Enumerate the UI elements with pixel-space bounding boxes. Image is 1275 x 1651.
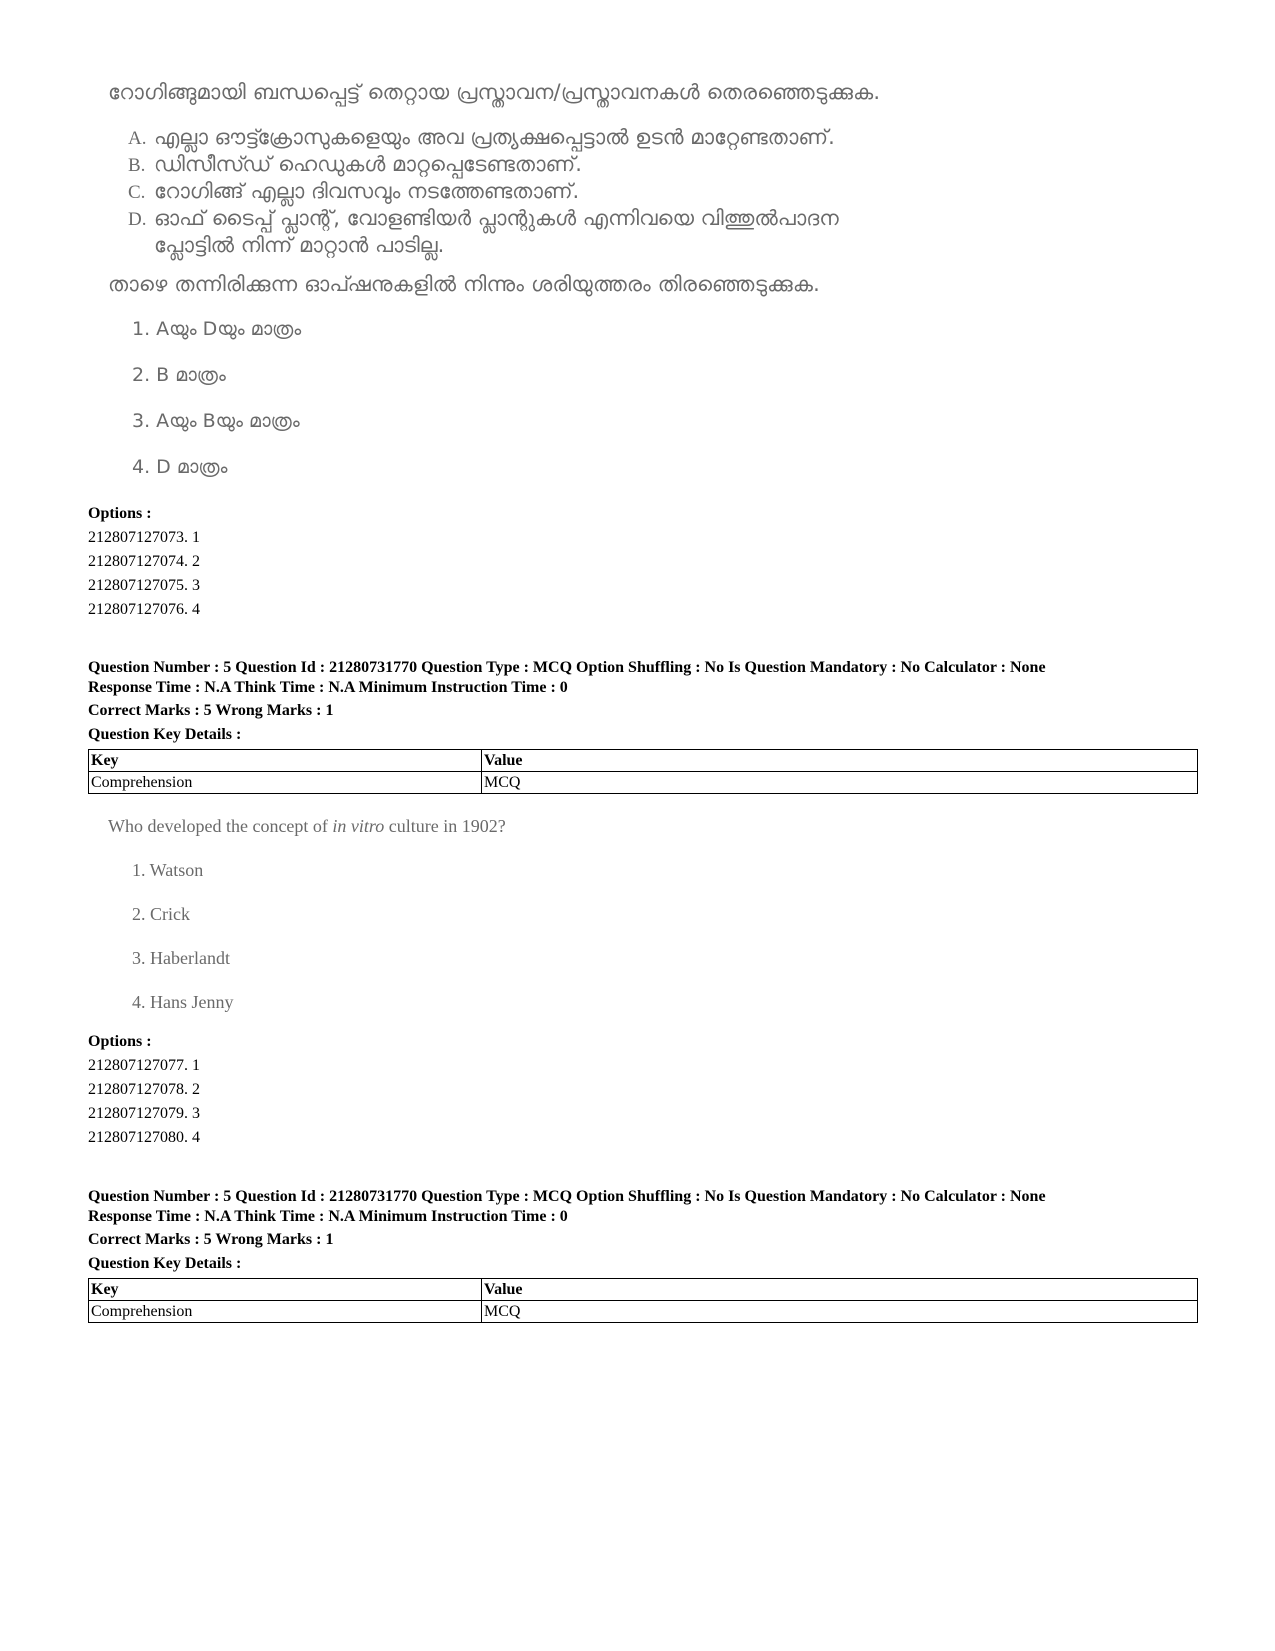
options-label: Options : bbox=[88, 1033, 152, 1050]
option-id: 212807127073. 1 bbox=[88, 529, 200, 546]
option-id: 212807127080. 4 bbox=[88, 1129, 200, 1146]
table-row bbox=[89, 1301, 1198, 1323]
choice-2: 2. B മാത്രം bbox=[132, 364, 226, 386]
choice-4: 4. D മാത്രം bbox=[132, 456, 228, 478]
question-meta-line-1: Question Number : 5 Question Id : 21280731770 Question Type : MCQ Option Shuffling : No Is Question Mandatory : No Calculator : None bbox=[88, 659, 1046, 676]
question-key-table bbox=[88, 1278, 1198, 1323]
table-cell-value: MCQ bbox=[482, 1301, 1198, 1323]
statement-text: എല്ലാ ഔട്ട്ക്രോസുകളെയും അവ പ്രത്യക്ഷപ്പെട്ടാൽ ഉടൻ മാറ്റേണ്ടതാണ്. bbox=[154, 125, 835, 149]
statement-text: റോഗിങ്ങ് എല്ലാ ദിവസവും നടത്തേണ്ടതാണ്. bbox=[154, 179, 580, 203]
table-cell-value: MCQ bbox=[482, 772, 1198, 794]
option-id: 212807127079. 3 bbox=[88, 1105, 200, 1122]
option-id: 212807127075. 3 bbox=[88, 577, 200, 594]
choice-1: 1. Watson bbox=[132, 860, 204, 880]
question-marks: Correct Marks : 5 Wrong Marks : 1 bbox=[88, 1231, 334, 1248]
table-header-key: Key bbox=[89, 750, 482, 772]
table-header-value: Value bbox=[482, 1279, 1198, 1301]
option-id: 212807127077. 1 bbox=[88, 1057, 200, 1074]
table-header-row bbox=[89, 750, 1198, 772]
choice-1: 1. Aയും Dയും മാത്രം bbox=[132, 318, 302, 340]
option-id: 212807127078. 2 bbox=[88, 1081, 200, 1098]
statement-c bbox=[128, 178, 579, 206]
table-header-row bbox=[89, 1279, 1198, 1301]
statement-letter: C. bbox=[128, 182, 146, 203]
statement-d bbox=[128, 205, 839, 233]
statement-text: ഡിസീസ്ഡ് ഹെഡുകൾ മാറ്റപ്പെടേണ്ടതാണ്. bbox=[154, 152, 582, 176]
question-text-post: culture in 1902? bbox=[384, 816, 506, 836]
option-id: 212807127076. 4 bbox=[88, 601, 200, 618]
statement-letter: B. bbox=[128, 155, 146, 176]
table-row bbox=[89, 772, 1198, 794]
question-text bbox=[108, 816, 506, 837]
question-text-pre: Who developed the concept of bbox=[108, 816, 333, 836]
table-cell-key: Comprehension bbox=[89, 772, 482, 794]
question-meta-line-1: Question Number : 5 Question Id : 21280731770 Question Type : MCQ Option Shuffling : No Is Question Mandatory : No Calculator : None bbox=[88, 1188, 1046, 1205]
table-header-key: Key bbox=[89, 1279, 482, 1301]
choice-3: 3. Aയും Bയും മാത്രം bbox=[132, 410, 300, 432]
statement-a bbox=[128, 124, 835, 152]
question-key-details-label: Question Key Details : bbox=[88, 726, 242, 743]
question-key-table bbox=[88, 749, 1198, 794]
question-marks: Correct Marks : 5 Wrong Marks : 1 bbox=[88, 702, 334, 719]
table-header-value: Value bbox=[482, 750, 1198, 772]
statement-b bbox=[128, 151, 582, 179]
table-cell-key: Comprehension bbox=[89, 1301, 482, 1323]
question-meta-line-2: Response Time : N.A Think Time : N.A Minimum Instruction Time : 0 bbox=[88, 1208, 568, 1225]
statement-letter: D. bbox=[128, 209, 147, 230]
choice-4: 4. Hans Jenny bbox=[132, 992, 234, 1012]
question-key-details-label: Question Key Details : bbox=[88, 1255, 242, 1272]
question-instruction: റോഗിങ്ങുമായി ബന്ധപ്പെട്ട് തെറ്റായ പ്രസ്താവന/പ്രസ്താവനകൾ തെരഞ്ഞെടുക്കുക. bbox=[108, 80, 881, 104]
choose-instruction: താഴെ തന്നിരിക്കുന്ന ഓപ്ഷനുകളിൽ നിന്നും ശരിയുത്തരം തിരഞ്ഞെടുക്കുക. bbox=[108, 272, 821, 296]
statement-d-continued: പ്ലോട്ടിൽ നിന്ന് മാറ്റാൻ പാടില്ല. bbox=[154, 233, 445, 257]
statement-text: ഓഫ് ടൈപ്പ് പ്ലാന്റ്, വോളണ്ടിയർ പ്ലാന്റുകൾ എന്നിവയെ വിത്തുൽപാദന bbox=[154, 206, 839, 230]
options-label: Options : bbox=[88, 505, 152, 522]
statement-letter: A. bbox=[128, 128, 147, 149]
choice-3: 3. Haberlandt bbox=[132, 948, 230, 968]
option-id: 212807127074. 2 bbox=[88, 553, 200, 570]
question-meta-line-2: Response Time : N.A Think Time : N.A Minimum Instruction Time : 0 bbox=[88, 679, 568, 696]
question-text-italic: in vitro bbox=[332, 816, 385, 836]
choice-2: 2. Crick bbox=[132, 904, 190, 924]
